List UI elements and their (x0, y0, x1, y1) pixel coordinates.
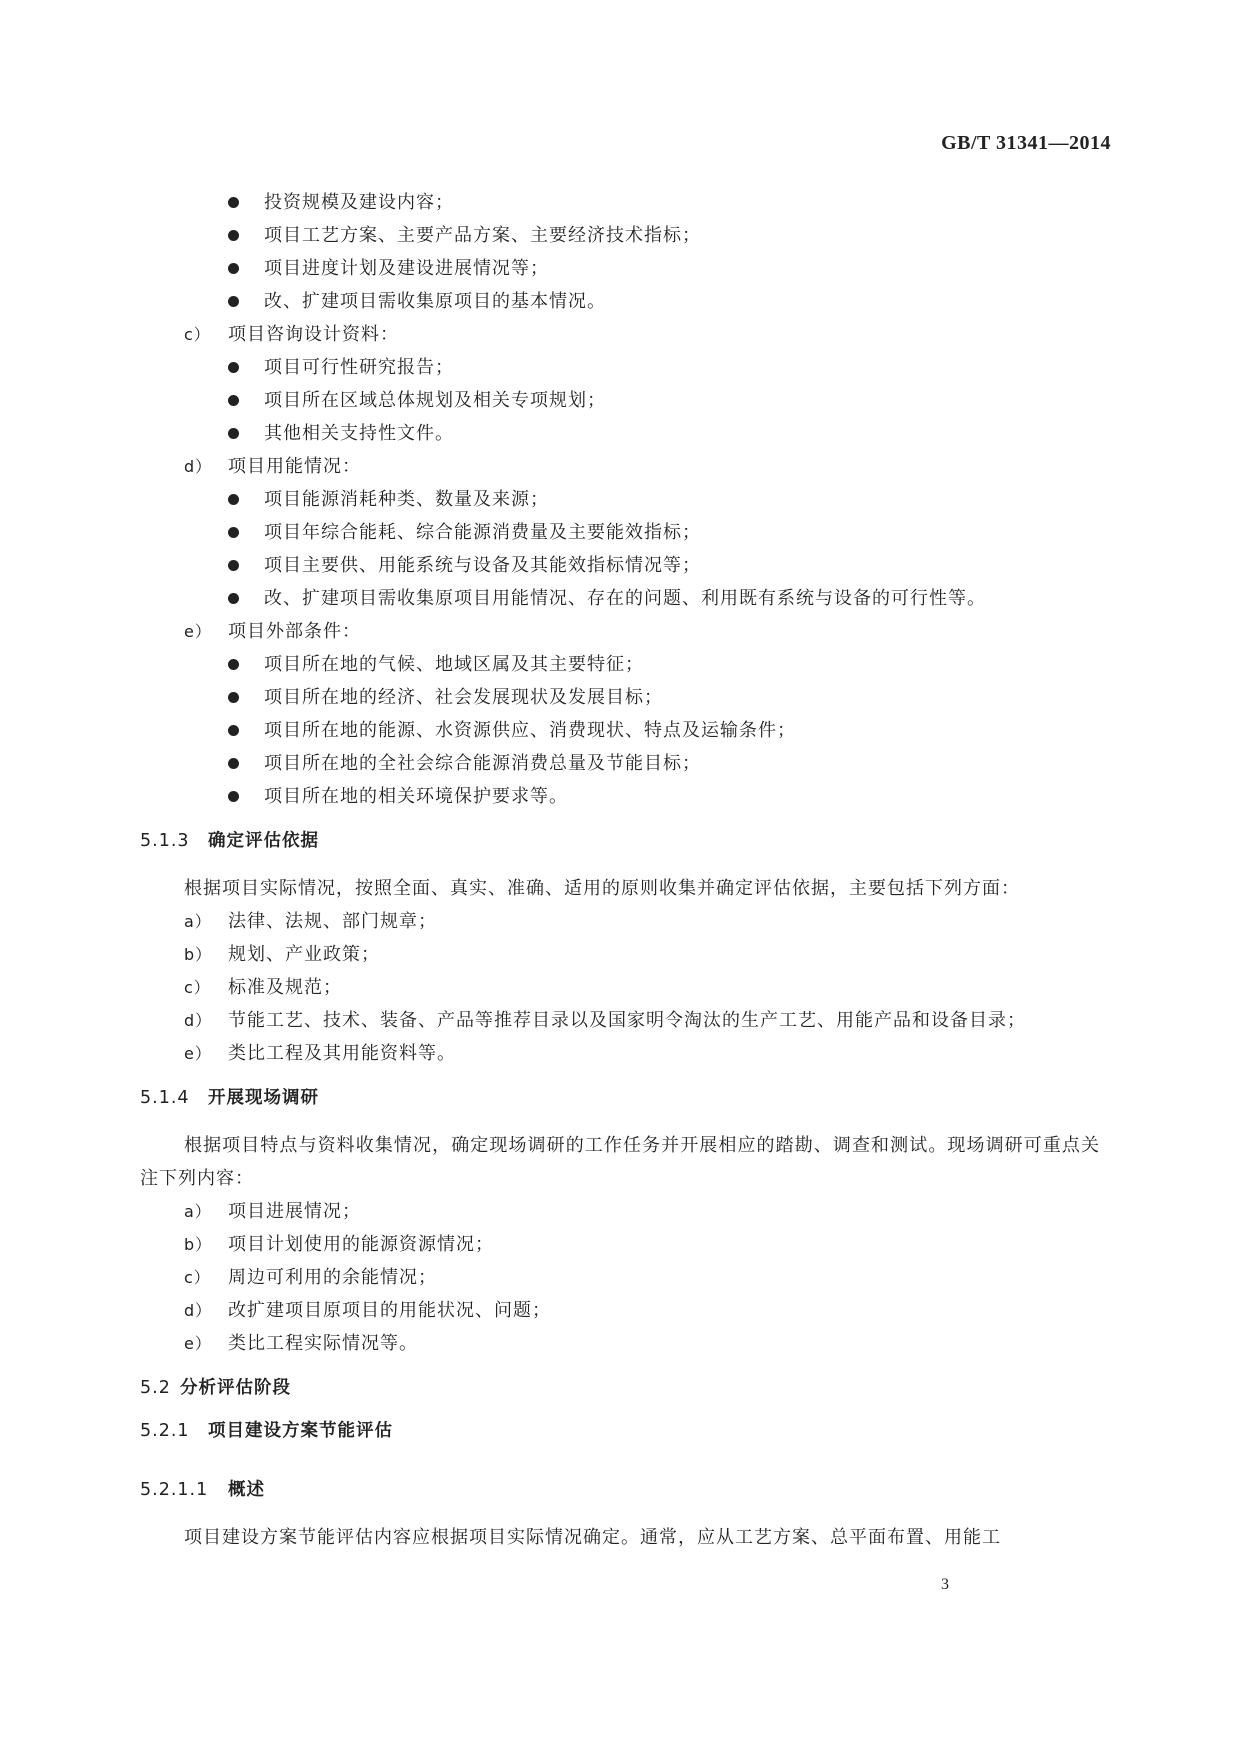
bullet-dot-icon (228, 362, 239, 373)
bullet-item: 改、扩建项目需收集原项目用能情况、存在的问题、利用既有系统与设备的可行性等。 (140, 582, 1100, 615)
bullet-dot-icon (228, 560, 239, 571)
list-item: e） 类比工程及其用能资料等。 (184, 1043, 456, 1064)
paragraph: 根据项目实际情况，按照全面、真实、准确、适用的原则收集并确定评估依据，主要包括下列方面： (184, 878, 1020, 899)
bullet-item: 项目进度计划及建设进展情况等； (140, 252, 1100, 285)
list-item: c） 周边可利用的余能情况； (184, 1267, 437, 1288)
bullet-dot-icon (228, 791, 239, 802)
list-item: d） 改扩建项目原项目的用能状况、问题； (184, 1300, 551, 1321)
bullet-dot-icon (228, 428, 239, 439)
section-heading-5-2-1: 5.2.1 项目建设方案节能评估 (140, 1421, 393, 1441)
standard-number: GB/T 31341—2014 (941, 132, 1111, 154)
bullet-item: 项目所在地的经济、社会发展现状及发展目标； (140, 681, 1100, 714)
bullet-dot-icon (228, 197, 239, 208)
bullet-item: 项目所在区域总体规划及相关专项规划； (140, 384, 1100, 417)
paragraph: 根据项目特点与资料收集情况，确定现场调研的工作任务并开展相应的踏勘、调查和测试。现场调研可重点关注下列内容： (140, 1135, 1100, 1189)
bullet-item: 项目所在地的气候、地域区属及其主要特征； (140, 648, 1100, 681)
section-heading-5-2: 5.2 分析评估阶段 (140, 1378, 291, 1398)
bullet-dot-icon (228, 725, 239, 736)
bullet-dot-icon (228, 230, 239, 241)
list-item-d: d） 项目用能情况： (184, 456, 361, 477)
bullet-dot-icon (228, 395, 239, 406)
list-item: e） 类比工程实际情况等。 (184, 1333, 418, 1354)
bullet-item: 项目工艺方案、主要产品方案、主要经济技术指标； (140, 219, 1100, 252)
list-item-c: c） 项目咨询设计资料： (184, 324, 399, 345)
page-content (140, 186, 1100, 1554)
bullet-dot-icon (228, 527, 239, 538)
bullet-item: 项目能源消耗种类、数量及来源； (140, 483, 1100, 516)
page-number: 3 (941, 1576, 949, 1593)
bullet-item: 项目所在地的能源、水资源供应、消费现状、特点及运输条件； (140, 714, 1100, 747)
section-heading-5-2-1-1: 5.2.1.1 概述 (140, 1480, 265, 1500)
bullet-dot-icon (228, 659, 239, 670)
bullet-item: 项目年综合能耗、综合能源消费量及主要能效指标； (140, 516, 1100, 549)
list-item: d） 节能工艺、技术、装备、产品等推荐目录以及国家明令淘汰的生产工艺、用能产品和设备目录； (184, 1010, 1026, 1031)
bullet-dot-icon (228, 692, 239, 703)
list-item: a） 法律、法规、部门规章； (184, 911, 437, 932)
section-heading-5-1-4: 5.1.4 开展现场调研 (140, 1088, 319, 1108)
bullet-item: 投资规模及建设内容； (140, 186, 1100, 219)
list-item: a） 项目进展情况； (184, 1201, 361, 1222)
bullet-item: 项目主要供、用能系统与设备及其能效指标情况等； (140, 549, 1100, 582)
list-item: c） 标准及规范； (184, 977, 342, 998)
list-item: b） 项目计划使用的能源资源情况； (184, 1234, 494, 1255)
bullet-item: 项目可行性研究报告； (140, 351, 1100, 384)
bullet-dot-icon (228, 263, 239, 274)
bullet-item: 项目所在地的相关环境保护要求等。 (140, 780, 1100, 813)
list-item: b） 规划、产业政策； (184, 944, 380, 965)
bullet-dot-icon (228, 758, 239, 769)
paragraph: 项目建设方案节能评估内容应根据项目实际情况确定。通常，应从工艺方案、总平面布置、用能工 (184, 1527, 1001, 1548)
bullet-dot-icon (228, 494, 239, 505)
bullet-dot-icon (228, 296, 239, 307)
list-item-e: e） 项目外部条件： (184, 621, 361, 642)
section-heading-5-1-3: 5.1.3 确定评估依据 (140, 831, 319, 851)
bullet-item: 改、扩建项目需收集原项目的基本情况。 (140, 285, 1100, 318)
bullet-dot-icon (228, 593, 239, 604)
bullet-item: 其他相关支持性文件。 (140, 417, 1100, 450)
bullet-item: 项目所在地的全社会综合能源消费总量及节能目标； (140, 747, 1100, 780)
